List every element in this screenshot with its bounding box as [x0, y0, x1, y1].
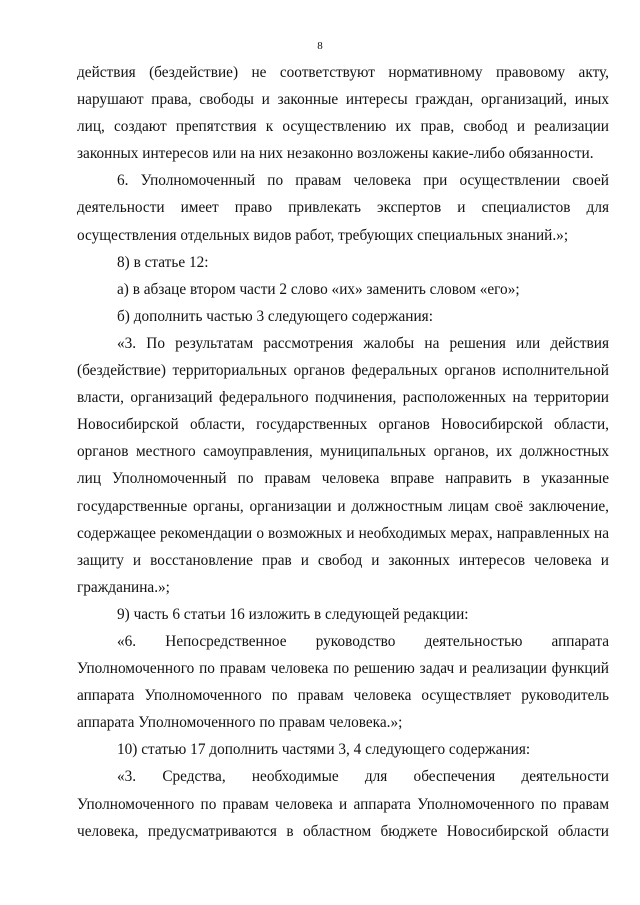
paragraph-item-8: 8) в статье 12:: [117, 253, 209, 271]
paragraph-item-9: 9) часть 6 статьи 16 изложить в следующей редакции:: [117, 605, 469, 623]
document-body: [77, 59, 609, 845]
paragraph-continuation: действия (бездействие) не соответствуют нормативному правовому акту, нарушают права, свободы и законные интересы граждан, организаций, иных лиц, создают препятствия к осуществлению их прав, свобод и реализации законных интересов или на них незаконно возложены какие-либо обязанности.: [77, 64, 609, 163]
paragraph-quote-part-3: «3. По результатам рассмотрения жалобы на решения или действия (бездействие) территориальных органов федеральных органов исполнительной власти, организаций федерального подчинения, расположенных на территории Новосибирской области, государственных органов Новосибирской области, органов местного самоуправления, муниципальных органов, их должностных лиц Уполномоченный по правам человека вправе направить в указанные государственные органы, организации и должностным лицам своё заключение, содержащее рекомендации о возможных и необходимых мерах, направленных на защиту и восстановление прав и свобод и законных интересов человека и гражданина.»;: [77, 334, 609, 596]
paragraph-item-10: 10) статью 17 дополнить частями 3, 4 следующего содержания:: [117, 741, 531, 759]
page-number: 8: [317, 40, 323, 52]
paragraph-quote-part-6: «6. Непосредственное руководство деятельностью аппарата Уполномоченного по правам человека по решению задач и реализации функций аппарата Уполномоченного по правам человека осуществляет руководитель аппарата Уполномоченного по правам человека.»;: [77, 632, 609, 732]
paragraph-subitem-b: б) дополнить частью 3 следующего содержания:: [117, 307, 433, 325]
paragraph-item-6: 6. Уполномоченный по правам человека при осуществлении своей деятельности имеет право привлекать экспертов и специалистов для осуществления отдельных видов работ, требующих специальных знаний.»;: [77, 172, 609, 244]
paragraph-subitem-a: а) в абзаце втором части 2 слово «их» заменить словом «его»;: [117, 280, 520, 298]
paragraph-quote-part-3-funding: «3. Средства, необходимые для обеспечения деятельности Уполномоченного по правам человека и аппарата Уполномоченного по правам человека, предусматриваются в областном бюджете Новосибирской области: [77, 768, 609, 840]
